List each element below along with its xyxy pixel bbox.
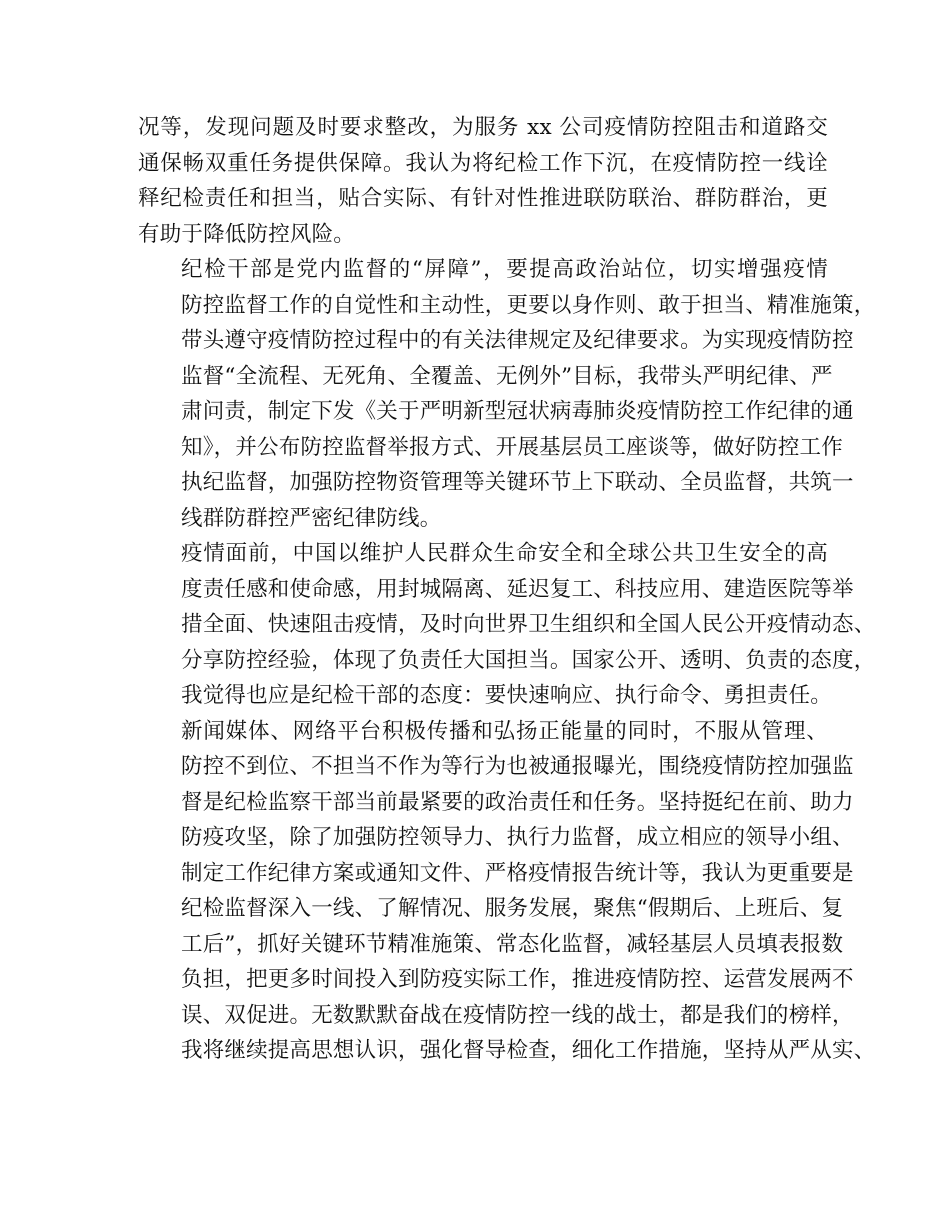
text-line: 监督“全流程、无死角、全覆盖、无例外”目标，我带头严明纪律、严: [181, 363, 833, 389]
text-line: 执纪监督，加强防控物资管理等关键环节上下联动、全员监督，共筑一: [181, 470, 854, 495]
text-line: 纪检监督深入一线、了解情况、服务发展，聚焦“假期后、上班后、复: [181, 896, 844, 921]
text-line: 知》，并公布防控监督举报方式、开展基层员工座谈等，做好防控工作: [181, 434, 843, 460]
paragraph-4: [138, 714, 876, 1069]
text-line: 况等，发现问题及时要求整改，为服务 xx 公司疫情防控阻击和道路交: [138, 115, 828, 140]
paragraph-1: [138, 110, 828, 252]
text-line: 我觉得也应是纪检干部的态度：要快速响应、执行命令、勇担责任。: [181, 683, 833, 708]
text-line: 度责任感和使命感，用封城隔离、延迟复工、科技应用、建造医院等举: [181, 576, 854, 602]
text-line: 线群防群控严密纪律防线。: [181, 505, 442, 531]
text-line: 防控监督工作的自觉性和主动性，更要以身作则、敢于担当、精准施策，: [181, 292, 876, 318]
text-line: 措全面、快速阻击疫情，及时向世界卫生组织和全国人民公开疫情动态、: [181, 612, 876, 637]
text-line: 带头遵守疫情防控过程中的有关法律规定及纪律要求。为实现疫情防控: [181, 328, 854, 353]
text-line: 误、双促进。无数默默奋战在疫情防控一线的战士，都是我们的榜样，: [181, 1002, 854, 1028]
paragraph-2: [138, 252, 876, 536]
text-line: 纪检干部是党内监督的“屏障”，要提高政治站位，切实增强疫情: [181, 257, 828, 282]
text-line: 负担，把更多时间投入到防疫实际工作，推进疫情防控、运营发展两不: [181, 967, 854, 992]
text-line: 工后”，抓好关键环节精准施策、常态化监督，减轻基层人员填表报数: [181, 931, 844, 957]
text-line: 肃问责，制定下发《关于严明新型冠状病毒肺炎疫情防控工作纪律的通: [181, 399, 854, 424]
text-line: 督是纪检监察干部当前最紧要的政治责任和任务。坚持挺纪在前、助力: [181, 789, 854, 815]
text-line: 防控不到位、不担当不作为等行为也被通报曝光，围绕疫情防控加强监: [181, 754, 854, 779]
text-line: 释纪检责任和担当，贴合实际、有针对性推进联防联治、群防群治，更: [138, 186, 828, 211]
text-line: 疫情面前，中国以维护人民群众生命安全和全球公共卫生安全的高: [181, 541, 828, 566]
text-line: 通保畅双重任务提供保障。我认为将纪检工作下沉，在疫情防控一线诠: [138, 150, 828, 176]
text-line: 我将继续提高思想认识，强化督导检查，细化工作措施，坚持从严从实、: [181, 1038, 876, 1063]
text-line: 分享防控经验，体现了负责任大国担当。国家公开、透明、负责的态度，: [181, 647, 876, 673]
text-line: 新闻媒体、网络平台积极传播和弘扬正能量的同时，不服从管理、: [181, 718, 828, 744]
text-line: 有助于降低防控风险。: [138, 221, 356, 247]
text-line: 防疫攻坚，除了加强防控领导力、执行力监督，成立相应的领导小组、: [181, 825, 854, 850]
paragraph-3: [138, 536, 876, 714]
text-line: 制定工作纪律方案或通知文件、严格疫情报告统计等，我认为更重要是: [181, 860, 854, 886]
document-body: [138, 110, 876, 1069]
